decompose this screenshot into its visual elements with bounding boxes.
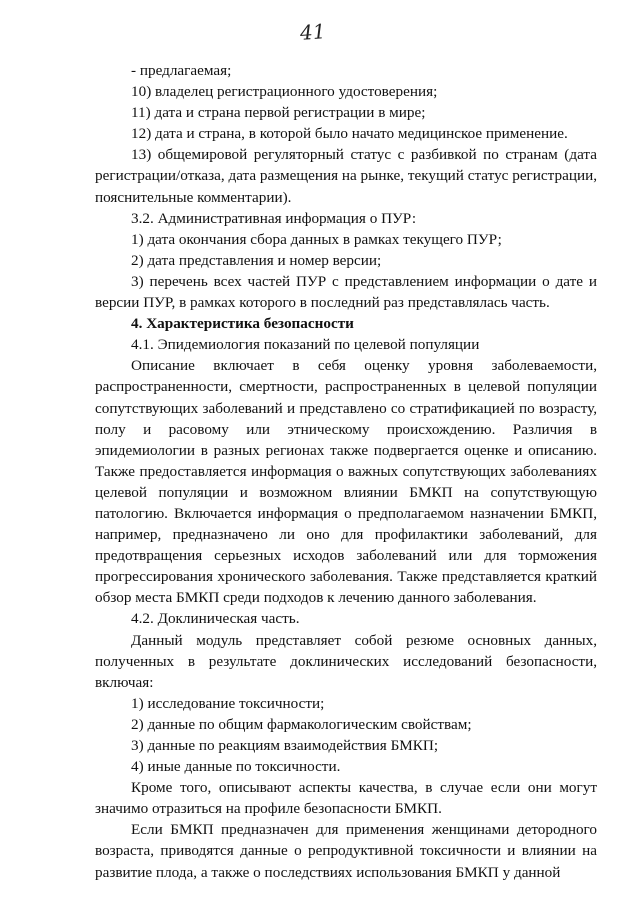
list-item-13: 13) общемировой регуляторный статус с разбивкой по странам (дата регистрации/отказа, дата размещения на рынке, текущий статус регистрации, пояснительные комментарии).	[95, 146, 597, 206]
epidemiology-paragraph: Описание включает в себя оценку уровня заболеваемости, распространенности, смертности, распространенных в целевой популяции сопутствующих заболеваний и представлено со стратификацией по возрасту, полу и расовому или этническому происхождению. Различия в эпидемиологии в разных регионах также подвергается оценке и описанию. Также предоставляется информация о важных сопутствующих заболеваниях целевой популяции и возможном влиянии БМКП на сопутствующую патологию. Включается информация о предполагаемом назначении БМКП, например, предназначено ли оно для профилактики заболеваний, для предотвращения серьезных исходов заболеваний или для торможения прогрессирования хронического заболевания. Также представляется краткий обзор места БМКП среди подходов к лечению данного заболевания.	[95, 357, 597, 607]
list-item-3-2-1: 1) дата окончания сбора данных в рамках текущего ПУР;	[131, 230, 502, 248]
list-item-proposed: - предлагаемая;	[131, 62, 232, 79]
section-heading-4-1: 4.1. Эпидемиология показаний по целевой популяции	[131, 336, 480, 354]
page-number: 41	[299, 19, 327, 45]
section-heading-4: 4. Характеристика безопасности	[131, 315, 354, 333]
list-item-10: 10) владелец регистрационного удостоверения;	[131, 83, 438, 101]
section-heading-3-2: 3.2. Административная информация о ПУР:	[131, 209, 417, 227]
list-item-4-2-4: 4) иные данные по токсичности.	[131, 758, 341, 776]
document-body	[95, 60, 597, 883]
list-item-3-2-2: 2) дата представления и номер версии;	[131, 251, 382, 269]
list-item-4-2-3: 3) данные по реакциям взаимодействия БМКП;	[131, 737, 439, 754]
preclinical-intro-paragraph: Данный модуль представляет собой резюме основных данных, полученных в результате доклинических исследований безопасности, включая:	[95, 631, 597, 691]
list-item-3-2-3: 3) перечень всех частей ПУР с представлением информации о дате и версии ПУР, в рамках которого в последний раз представлялась часть.	[95, 272, 597, 312]
quality-aspects-paragraph: Кроме того, описывают аспекты качества, в случае если они могут значимо отразиться на профиле безопасности БМКП.	[95, 779, 597, 818]
list-item-4-2-2: 2) данные по общим фармакологическим свойствам;	[131, 715, 472, 733]
section-heading-4-2: 4.2. Доклиническая часть.	[131, 610, 300, 628]
reproductive-toxicity-paragraph: Если БМКП предназначен для применения женщинами детородного возраста, приводятся данные о репродуктивной токсичности и влиянии на развитие плода, а также о последствиях использования БМКП у данной	[95, 821, 597, 881]
list-item-12: 12) дата и страна, в которой было начато медицинское применение.	[131, 125, 568, 143]
list-item-11: 11) дата и страна первой регистрации в мире;	[131, 104, 426, 122]
list-item-4-2-1: 1) исследование токсичности;	[131, 694, 325, 712]
